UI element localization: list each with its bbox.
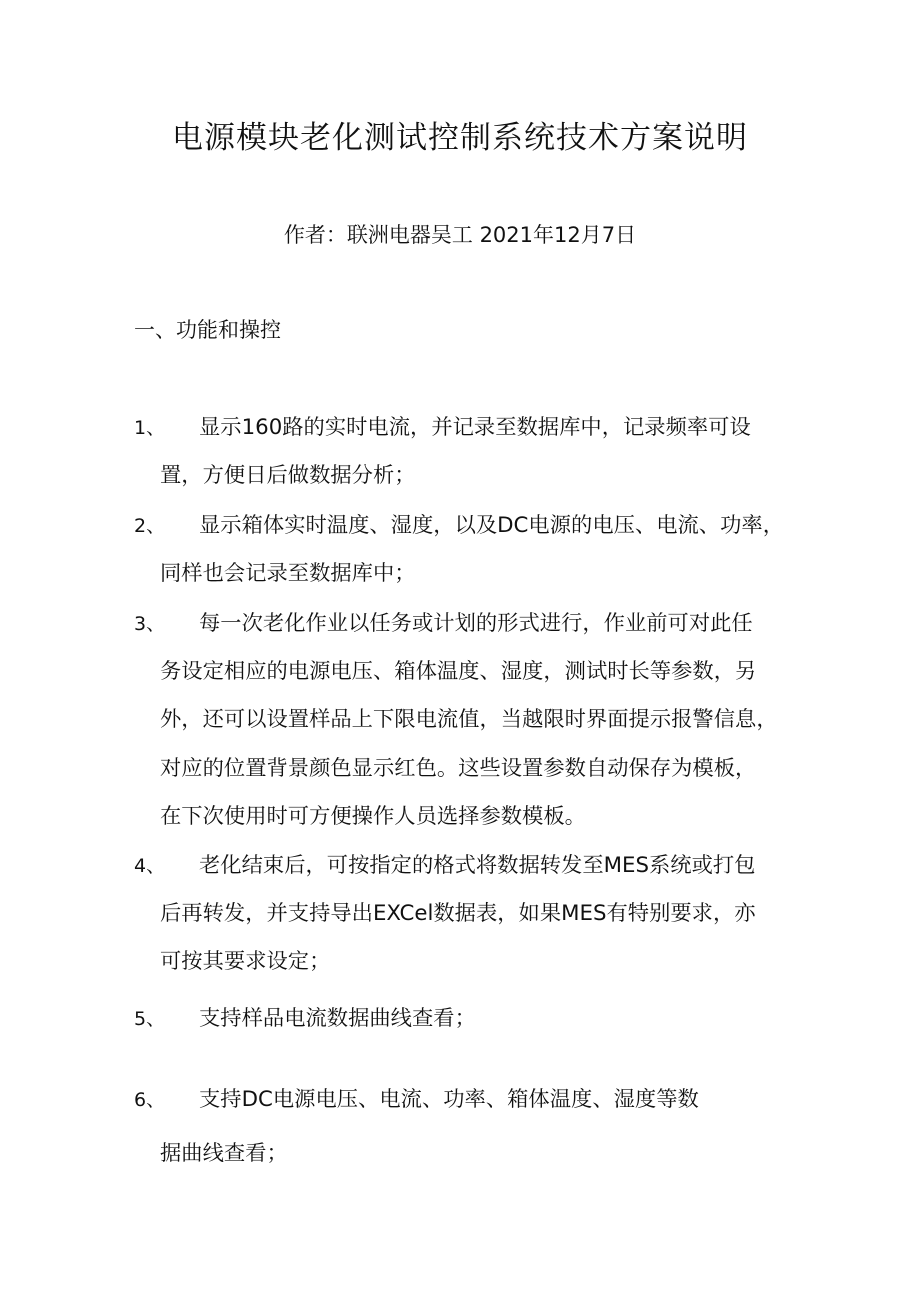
item-line: 后再转发，并支持导出EXCel数据表，如果MES有特别要求，亦 — [160, 901, 756, 926]
item-line: 置，方便日后做数据分析； — [160, 463, 416, 488]
item-line: 老化结束后，可按指定的格式将数据转发至MES系统或打包 — [199, 853, 756, 878]
section-heading: 一、功能和操控 — [134, 318, 281, 342]
item-line: 支持DC电源电压、电流、功率、箱体温度、湿度等数 — [199, 1087, 699, 1112]
author-byline: 作者：联洲电器吴工 2021年12月7日 — [283, 223, 637, 247]
item-number: 5、 — [134, 1008, 166, 1030]
item-line: 对应的位置背景颜色显示红色。这些设置参数自动保存为模板， — [160, 756, 757, 781]
item-number: 3、 — [134, 613, 166, 635]
item-number: 2、 — [134, 515, 166, 537]
item-line: 据曲线查看； — [160, 1141, 288, 1166]
item-line: 同样也会记录至数据库中； — [160, 561, 416, 586]
item-line: 可按其要求设定； — [160, 949, 331, 974]
item-line: 每一次老化作业以任务或计划的形式进行，作业前可对此任 — [199, 611, 753, 636]
item-line: 在下次使用时可方便操作人员选择参数模板。 — [160, 804, 586, 829]
item-number: 6、 — [134, 1089, 166, 1111]
item-line: 务设定相应的电源电压、箱体温度、湿度，测试时长等参数，另 — [160, 659, 757, 684]
document-title: 电源模块老化测试控制系统技术方案说明 — [172, 120, 748, 156]
item-line: 显示160路的实时电流，并记录至数据库中，记录频率可设 — [199, 415, 751, 440]
item-line: 外，还可以设置样品上下限电流值，当越限时界面提示报警信息， — [160, 707, 778, 732]
item-number: 1、 — [134, 417, 166, 439]
item-line: 显示箱体实时温度、湿度，以及DC电源的电压、电流、功率， — [199, 513, 784, 538]
item-number: 4、 — [134, 855, 166, 877]
item-line: 支持样品电流数据曲线查看； — [199, 1006, 476, 1031]
